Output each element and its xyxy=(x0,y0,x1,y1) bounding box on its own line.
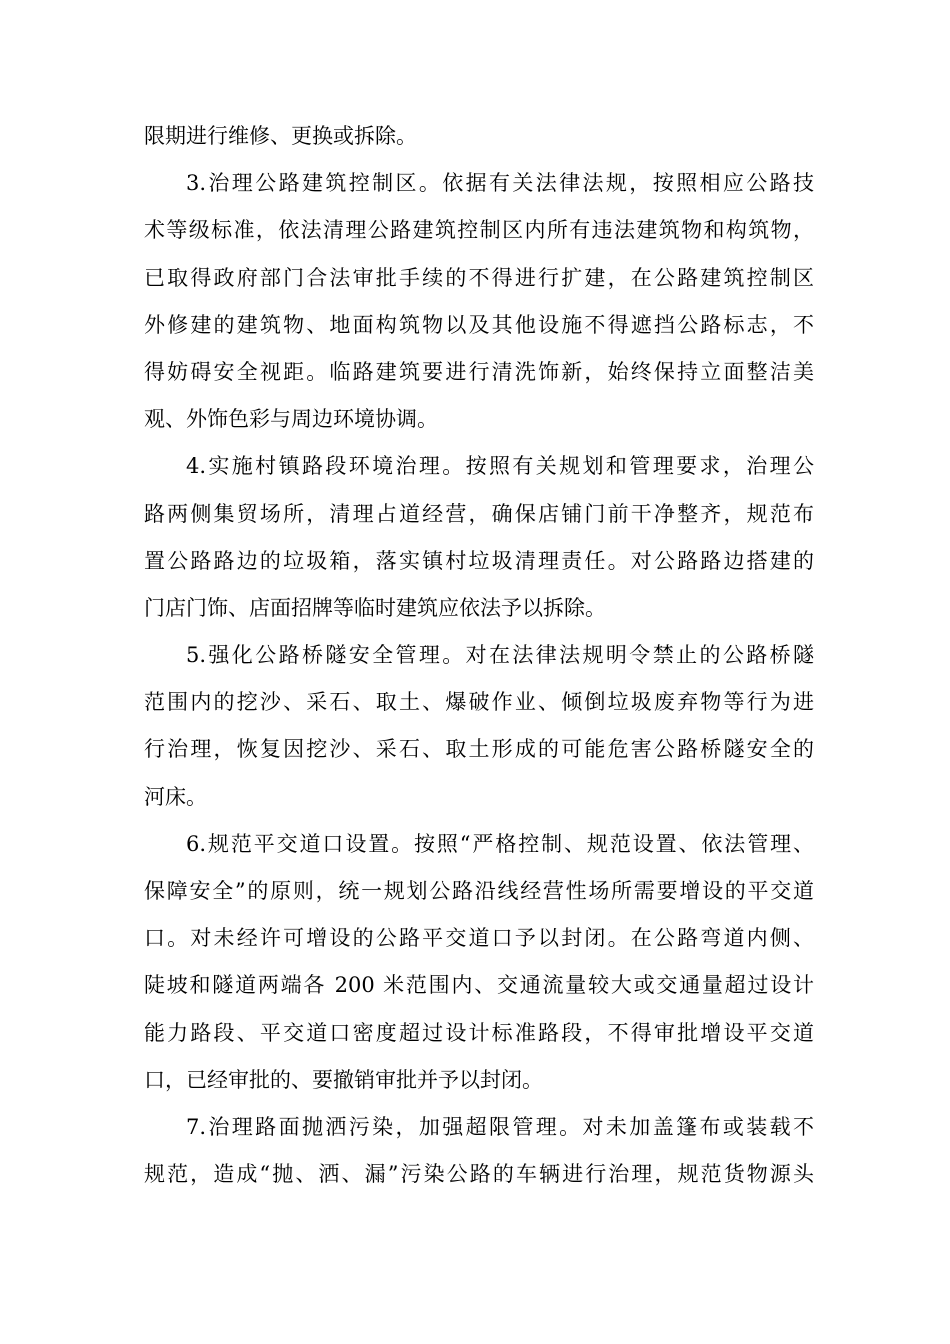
text-line: 口。对未经许可增设的公路平交道口予以封闭。在公路弯道内侧、 xyxy=(144,926,814,951)
text-line: 陡坡和隧道两端各 200 米范围内、交通流量较大或交通量超过设计 xyxy=(144,973,814,998)
paragraph-heading-line: 5.强化公路桥隧安全管理。对在法律法规明令禁止的公路桥隧 xyxy=(186,643,814,668)
text-line: 规范，造成“抛、洒、漏”污染公路的车辆进行治理，规范货物源头 xyxy=(144,1162,814,1187)
text-line: 观、外饰色彩与周边环境协调。 xyxy=(144,407,438,432)
text-line: 得妨碍安全视距。临路建筑要进行清洗饰新，始终保持立面整洁美 xyxy=(144,359,814,384)
text-line: 外修建的建筑物、地面构筑物以及其他设施不得遮挡公路标志，不 xyxy=(144,312,814,337)
paragraph-heading-line: 7.治理路面抛洒污染，加强超限管理。对未加盖篷布或装载不 xyxy=(186,1114,814,1139)
text-line: 路两侧集贸场所，清理占道经营，确保店铺门前干净整齐，规范布 xyxy=(144,501,814,526)
paragraph-heading-line: 6.规范平交道口设置。按照“严格控制、规范设置、依法管理、 xyxy=(186,831,814,856)
text-line: 已取得政府部门合法审批手续的不得进行扩建，在公路建筑控制区 xyxy=(144,265,814,290)
document-body xyxy=(144,113,814,1198)
paragraph-heading-line: 4.实施村镇路段环境治理。按照有关规划和管理要求，治理公 xyxy=(186,454,814,479)
text-line: 术等级标准，依法清理公路建筑控制区内所有违法建筑物和构筑物， xyxy=(144,218,814,243)
text-line: 能力路段、平交道口密度超过设计标准路段，不得审批增设平交道 xyxy=(144,1020,814,1045)
text-line: 门店门饰、店面招牌等临时建筑应依法予以拆除。 xyxy=(144,595,606,620)
text-line: 口，已经审批的、要撤销审批并予以封闭。 xyxy=(144,1067,543,1092)
text-line: 置公路路边的垃圾箱，落实镇村垃圾清理责任。对公路路边搭建的 xyxy=(144,548,814,573)
text-line: 范围内的挖沙、采石、取土、爆破作业、倾倒垃圾废弃物等行为进 xyxy=(144,690,814,715)
text-line: 保障安全”的原则，统一规划公路沿线经营性场所需要增设的平交道 xyxy=(144,879,814,903)
text-line: 行治理，恢复因挖沙、采石、取土形成的可能危害公路桥隧安全的 xyxy=(144,737,814,762)
text-line: 河床。 xyxy=(144,784,207,809)
paragraph-heading-line: 3.治理公路建筑控制区。依据有关法律法规，按照相应公路技 xyxy=(186,171,814,196)
text-line: 限期进行维修、更换或拆除。 xyxy=(144,124,417,148)
